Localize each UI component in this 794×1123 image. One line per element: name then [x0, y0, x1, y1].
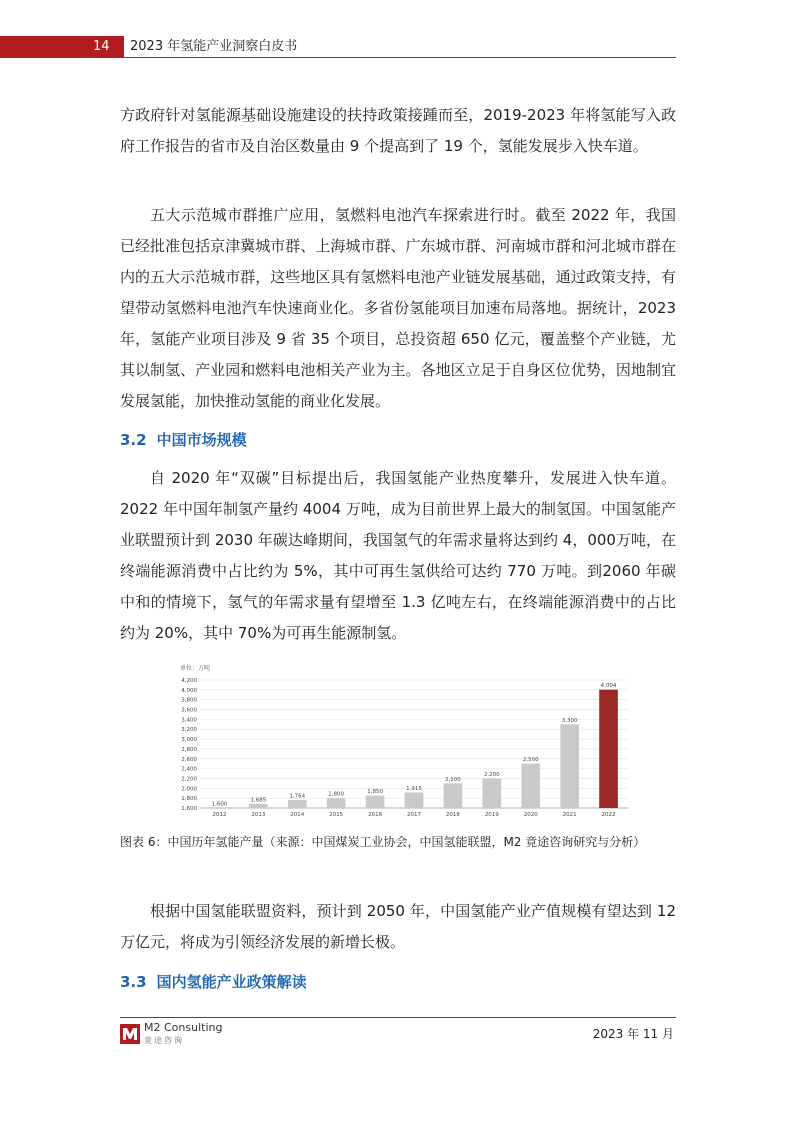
y-tick-label: 1,800 [181, 796, 197, 803]
bar [521, 764, 540, 808]
bar-value-label: 1,600 [211, 801, 228, 808]
bar [560, 724, 579, 808]
y-tick-label: 3,200 [181, 727, 197, 734]
x-tick-label: 2018 [445, 812, 460, 818]
bar [288, 800, 307, 808]
y-tick-label: 1,600 [181, 806, 197, 812]
y-tick-label: 2,400 [181, 766, 197, 773]
y-tick-label: 3,600 [181, 707, 197, 714]
x-tick-label: 2016 [368, 812, 383, 818]
x-tick-label: 2022 [601, 812, 616, 818]
x-tick-label: 2017 [407, 812, 421, 818]
paragraph-1: 方政府针对氢能源基础设施建设的扶持政策接踵而至，2019-2023 年将氢能写入政府工作报告的省市及自治区数量由 9 个提高到了 19 个，氢能发展步入快车道。 [120, 106, 676, 155]
y-tick-label: 2,200 [181, 776, 197, 783]
brand-subtitle: 竟途咨询 [144, 1036, 184, 1045]
y-tick-label: 3,400 [181, 717, 197, 724]
bar-value-label: 3,300 [561, 717, 578, 724]
bar-value-label: 1,850 [367, 789, 383, 796]
x-tick-label: 2020 [523, 812, 538, 818]
chart-unit-label: 单位：万吨 [180, 665, 211, 672]
figure-caption: 图表 6：中国历年氢能产量（来源：中国煤炭工业协会，中国氢能联盟，M2 竟途咨询研究与分析） [120, 835, 646, 849]
bar-value-label: 2,200 [483, 771, 500, 778]
section-title: 中国市场规模 [156, 431, 247, 449]
section-title: 国内氢能产业政策解读 [156, 973, 307, 991]
header-divider [124, 57, 676, 58]
bar [405, 792, 424, 808]
y-tick-label: 3,000 [181, 737, 197, 744]
bar [327, 798, 346, 808]
bar-value-label: 1,800 [328, 791, 345, 798]
bar [366, 796, 385, 808]
section-heading-3-2 [120, 428, 247, 452]
bar [249, 804, 268, 808]
x-tick-label: 2012 [212, 812, 227, 818]
y-tick-label: 2,000 [181, 786, 197, 793]
document-title: 2023 年氢能产业洞察白皮书 [130, 39, 298, 54]
brand-name: M2 Consulting [144, 1021, 223, 1034]
y-tick-label: 3,800 [181, 697, 197, 704]
paragraph-4: 根据中国氢能联盟资料，预计到 2050 年，中国氢能产业产值规模有望达到 12 万亿元，将成为引领经济发展的新增长极。 [120, 902, 676, 951]
x-tick-label: 2013 [251, 812, 266, 818]
y-tick-label: 2,800 [181, 746, 197, 753]
y-tick-label: 4,200 [181, 678, 197, 684]
bar-chart-svg [168, 660, 638, 820]
footer-brand [144, 1022, 222, 1047]
section-number: 3.2 [120, 431, 147, 449]
bar [599, 690, 618, 808]
footer-date: 2023 年 11 月 [592, 1027, 674, 1041]
x-tick-label: 2015 [329, 812, 344, 818]
bar-value-label: 1,685 [250, 797, 267, 804]
page-number: 14 [93, 39, 110, 54]
y-tick-label: 4,000 [181, 687, 197, 694]
bar [482, 778, 501, 808]
x-tick-label: 2021 [562, 812, 577, 818]
x-tick-label: 2014 [290, 812, 305, 818]
section-number: 3.3 [120, 973, 147, 991]
bar-value-label: 1,764 [289, 793, 306, 800]
y-tick-label: 2,600 [181, 756, 197, 763]
footer-divider [120, 1017, 676, 1018]
x-tick-label: 2019 [484, 812, 499, 818]
bar [444, 783, 463, 808]
bar-value-label: 1,915 [406, 785, 422, 792]
bar-value-label: 2,100 [445, 776, 461, 783]
paragraph-3: 自 2020 年“双碳”目标提出后，我国氢能产业热度攀升，发展进入快车道。2022 年中国年制氢产量约 4004 万吨，成为目前世界上最大的制氢国。中国氢能产业联盟预计到 2030 年碳达峰期间，我国氢气的年需求量将达到约 4，000万吨，在终端能源消费中占比约为 5%，其中可再生氢供给可达约 770 万吨。到2060 年碳中和的情境下，氢气的年需求量有望增至 1.3 亿吨左右，在终端能源消费中的占比约为 20%，其中 70%为可再生能源制氢。 [120, 469, 676, 642]
bar-value-label: 4,004 [600, 683, 617, 690]
m2-logo-icon [120, 1024, 140, 1044]
paragraph-2: 五大示范城市群推广应用，氢燃料电池汽车探索进行时。截至 2022 年，我国已经批准包括京津冀城市群、上海城市群、广东城市群、河南城市群和河北城市群在内的五大示范城市群，这些地区具有氢燃料电池产业链发展基础，通过政策支持，有望带动氢燃料电池汽车快速商业化。多省份氢能项目加速布局落地。据统计，2023 年，氢能产业项目涉及 9 省 35 个项目，总投资超 650 亿元，覆盖整个产业链，尤其以制氢、产业园和燃料电池相关产业为主。各地区立足于自身区位优势，因地制宜发展氢能，加快推动氢能的商业化发展。 [120, 206, 676, 410]
hydrogen-production-chart [168, 660, 638, 820]
section-heading-3-3 [120, 970, 307, 994]
bar-value-label: 2,500 [522, 757, 539, 764]
